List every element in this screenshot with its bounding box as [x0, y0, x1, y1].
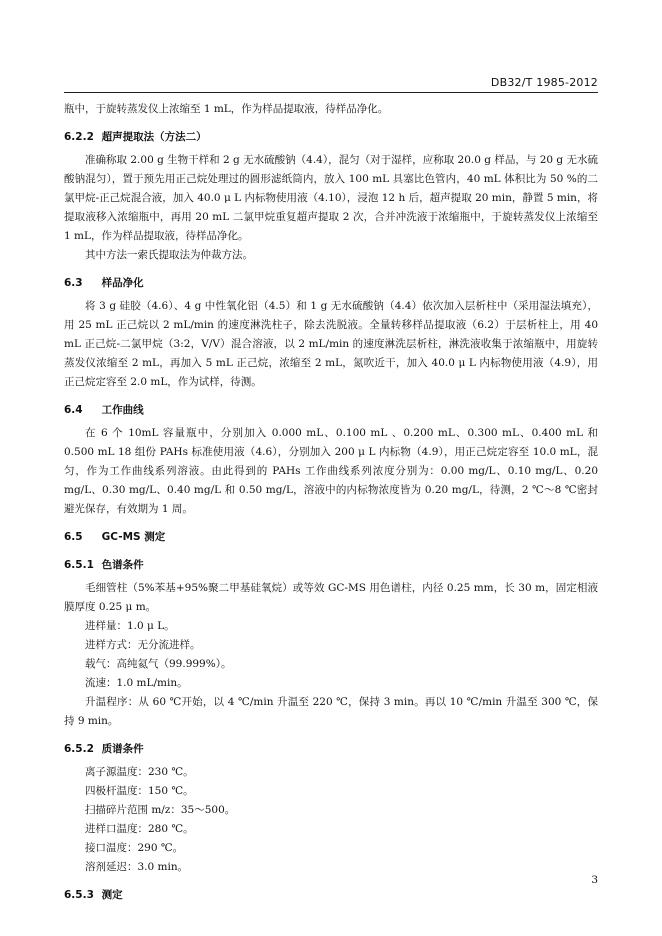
- section-heading-6-4: [64, 401, 598, 420]
- section-title: GC-MS 测定: [101, 531, 166, 543]
- header-divider: [64, 92, 598, 93]
- section-number: 6.5: [64, 531, 83, 543]
- list-item: 进样口温度：280 ℃。: [85, 823, 194, 835]
- paragraph-arbitration-method: 其中方法一索氏提取法为仲裁方法。: [85, 249, 253, 261]
- section-title: 质谱条件: [101, 743, 144, 755]
- document-body: [64, 100, 598, 909]
- paragraph-working-curve: 在 6 个 10mL 容量瓶中，分别加入 0.000 mL、0.100 mL 、0.200 mL、0.300 mL、0.400 mL 和 0.500 mL 18 组份 PAHs 标准使用液（4.6），分别加入 200 μ L 内标物（4.9），用正己烷定容至 10.0 mL，混匀，作为工作曲线系列溶液。由此得到的 PAHs 工作曲线系列浓度分别为：0.00 mg/L、0.10 mg/L、0.20 mg/L、0.30 mg/L、0.40 mg/L 和 0.50 mg/L，溶液中的内标物浓度皆为 0.20 mg/L，待测，2 ℃～8 ℃密封避光保存，有效期为 1 周。: [64, 427, 598, 515]
- section-heading-6-5-3: [64, 886, 598, 905]
- list-item: 进样方式：无分流进样。: [85, 639, 201, 651]
- section-title: 样品净化: [101, 277, 144, 289]
- section-heading-6-3: [64, 274, 598, 293]
- section-number: 6.3: [64, 277, 83, 289]
- section-heading-6-5-1: [64, 556, 598, 575]
- list-item: 流速：1.0 mL/min。: [85, 677, 188, 689]
- document-id: DB32/T 1985-2012: [490, 76, 598, 89]
- page-number: 3: [591, 874, 598, 886]
- list-item: 溶剂延迟：3.0 min。: [85, 861, 189, 873]
- section-number: 6.2.2: [64, 131, 94, 143]
- list-item: 进样量：1.0 μ L。: [85, 620, 175, 632]
- list-item: 接口温度：290 ℃。: [85, 842, 184, 854]
- paragraph-sample-cleanup: 将 3 g 硅胶（4.6）、4 g 中性氧化铝（4.5）和 1 g 无水硫酸钠（4.4）依次加入层析柱中（采用湿法填充），用 25 mL 正己烷以 2 mL/min 的速度淋洗柱子，除去洗脱液。全量转移样品提取液（6.2）于层析柱上，用 40 mL 正己烷-二氯甲烷（3:2，V/V）混合溶液，以 2 mL/min 的速度淋洗层析柱，淋洗液收集于浓缩瓶中，用旋转蒸发仪浓缩至 2 mL，再加入 5 mL 正己烷，浓缩至 2 mL，氮吹近干，加入 40.0 μ L 内标物使用液（4.9），用正己烷定容至 2.0 mL，作为试样，待测。: [64, 300, 598, 388]
- section-heading-6-2-2: [64, 128, 598, 147]
- list-item: 四极杆温度：150 ℃。: [85, 785, 194, 797]
- section-number: 6.4: [64, 404, 83, 416]
- section-number: 6.5.1: [64, 559, 94, 571]
- list-item: 扫描碎片范围 m/z：35～500。: [85, 804, 236, 816]
- section-title: 超声提取法（方法二）: [101, 131, 207, 143]
- section-number: 6.5.3: [64, 889, 94, 901]
- paragraph-capillary-column: 毛细管柱（5%苯基+95%聚二甲基硅氧烷）或等效 GC-MS 用色谱柱，内径 0.25 mm，长 30 m，固定相液膜厚度 0.25 μ m。: [64, 582, 598, 613]
- section-heading-6-5: [64, 528, 598, 547]
- section-title: 工作曲线: [101, 404, 144, 416]
- section-heading-6-5-2: [64, 740, 598, 759]
- paragraph-temperature-program: 升温程序：从 60 ℃开始，以 4 ℃/min 升温至 220 ℃，保持 3 min。再以 10 ℃/min 升温至 300 ℃，保持 9 min。: [64, 696, 598, 727]
- section-number: 6.5.2: [64, 743, 94, 755]
- paragraph-ultrasonic-extraction: 准确称取 2.00 g 生物干样和 2 g 无水硫酸钠（4.4），混匀（对于湿样，应称取 20.0 g 样品，与 20 g 无水硫酸钠混匀），置于预先用正己烷处理过的圆形滤纸筒内，放入 100 mL 具塞比色管内，40 mL 体积比为 50 %的二氯甲烷-正己烷混合液，加入 40.0 μ L 内标物使用液（4.10），浸泡 12 h 后，超声提取 20 min，静置 5 min，将提取液移入浓缩瓶中，再用 20 mL 二氯甲烷重复超声提取 2 次，合并冲洗液于浓缩瓶中，于旋转蒸发仪上浓缩至 1 mL，作为样品提取液，待样品净化。: [64, 154, 598, 242]
- list-item: 离子源温度：230 ℃。: [85, 766, 194, 778]
- section-title: 测定: [101, 889, 123, 901]
- list-item: 载气：高纯氦气（99.999%）。: [85, 658, 232, 670]
- section-title: 色谱条件: [101, 559, 144, 571]
- paragraph-continued: 瓶中，于旋转蒸发仪上浓缩至 1 mL，作为样品提取液，待样品净化。: [64, 103, 389, 115]
